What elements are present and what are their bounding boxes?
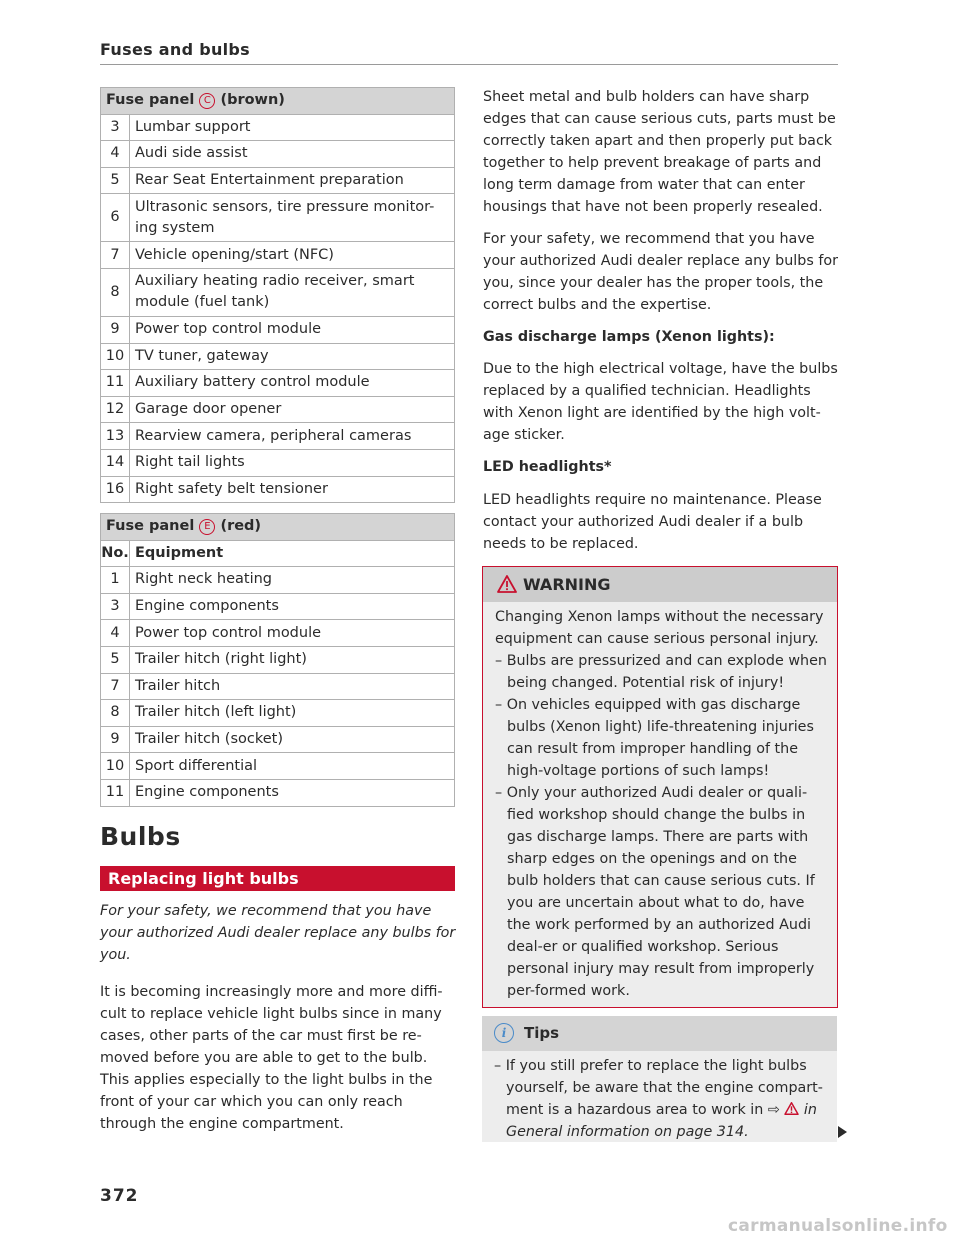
table-row: 13 Rearview camera, peripheral cameras — [101, 423, 455, 450]
list-item: – If you still prefer to replace the light bulbs yourself, be aware that the engine compart-ment is a hazardous area to work in ⇨ in General information on page 314. — [494, 1058, 823, 1140]
circle-letter-e-icon: E — [199, 519, 215, 535]
warning-triangle-icon — [784, 1102, 799, 1115]
bulbs-heading: Bulbs — [100, 822, 181, 851]
tips-title: Tips — [524, 1024, 560, 1042]
table-row: 7 Vehicle opening/start (NFC) — [101, 242, 455, 269]
led-headlights-paragraph: LED headlights require no maintenance. Please contact your authorized Audi dealer if a bulb needs to be replaced. — [483, 492, 822, 552]
replacing-bulbs-banner — [100, 866, 455, 891]
bulbs-paragraph: It is becoming increasingly more and more diffi-cult to replace vehicle light bulbs since in many cases, other parts of the car must first be re-moved before you are able to get to the bulb. This applies especially to the light bulbs in the front of your car which you can only reach through the engine compartment. — [100, 984, 443, 1132]
warning-box — [482, 566, 838, 1008]
table-row: 4 Audi side assist — [101, 141, 455, 168]
list-item: – On vehicles equipped with gas discharge bulbs (Xenon light) life-threatening injuries can result from improper handling of the high-voltage portions of such lamps! — [495, 697, 814, 779]
table-row: 10 TV tuner, gateway — [101, 343, 455, 370]
column-header-equipment: Equipment — [130, 540, 455, 567]
page-number: 372 — [100, 1186, 139, 1206]
bulbs-intro: For your safety, we recommend that you have your authorized Audi dealer replace any bulbs for you. — [100, 903, 456, 963]
tips-header — [482, 1016, 837, 1051]
table-row: 9 Trailer hitch (socket) — [101, 726, 455, 753]
gas-discharge-paragraph: Due to the high electrical voltage, have the bulbs replaced by a qualified technician. Headlights with Xenon light are identified by the high volt-age sticker. — [483, 361, 838, 443]
column-header-no: No. — [101, 540, 130, 567]
table-row: 4 Power top control module — [101, 620, 455, 647]
info-icon: i — [494, 1023, 514, 1043]
fuse-panel-e-caption: Fuse panel E (red) — [101, 514, 455, 541]
fuse-panel-c-table — [100, 87, 455, 503]
table-header-row — [101, 540, 455, 567]
table-row: 16 Right safety belt tensioner — [101, 476, 455, 503]
list-item: – Only your authorized Audi dealer or quali-fied workshop should change the bulbs in gas discharge lamps. There are parts with sharp edges on the openings and on the bulb holders that can cause serious cuts. If you are uncertain about what to do, have the work performed by an authorized Audi deal-er or qualified workshop. Serious personal injury may result from improperly per-formed work. — [495, 785, 815, 999]
table-row: 3 Lumbar support — [101, 114, 455, 141]
table-row: 12 Garage door opener — [101, 396, 455, 423]
table-row: 14 Right tail lights — [101, 449, 455, 476]
table-row: 11 Engine components — [101, 779, 455, 806]
table-row: 6 Ultrasonic sensors, tire pressure monitor-ing system — [101, 194, 455, 242]
sheet-metal-paragraph: Sheet metal and bulb holders can have sharp edges that can cause serious cuts, parts must be correctly taken apart and then properly put back together to help prevent breakage of parts and long term damage from water that can enter housings that have not been properly resealed. — [483, 89, 836, 215]
fuse-panel-e-table — [100, 513, 455, 807]
circle-letter-c-icon: C — [199, 93, 215, 109]
fuse-panel-c-caption: Fuse panel C (brown) — [101, 88, 455, 115]
table-caption — [101, 514, 455, 541]
tips-body — [482, 1051, 837, 1143]
list-item: – Bulbs are pressurized and can explode when being changed. Potential risk of injury! — [495, 653, 827, 691]
warning-header — [483, 567, 837, 602]
table-row: 7 Trailer hitch — [101, 673, 455, 700]
table-row: 9 Power top control module — [101, 316, 455, 343]
warning-body — [483, 602, 837, 1002]
continue-arrow-icon — [838, 1126, 847, 1138]
warning-triangle-icon — [497, 575, 517, 593]
section-header: Fuses and bulbs — [100, 40, 251, 59]
table-row: 5 Rear Seat Entertainment preparation — [101, 167, 455, 194]
table-row: 8 Trailer hitch (left light) — [101, 700, 455, 727]
table-row: 11 Auxiliary battery control module — [101, 370, 455, 397]
replacing-bulbs-title: Replacing light bulbs — [108, 869, 299, 888]
safety-paragraph: For your safety, we recommend that you have your authorized Audi dealer replace any bulbs for you, since your dealer has the proper tools, the correct bulbs and the expertise. — [483, 231, 838, 313]
table-row: 3 Engine components — [101, 593, 455, 620]
warning-intro: Changing Xenon lamps without the necessary equipment can cause serious personal injury. — [495, 609, 824, 647]
led-headlights-heading: LED headlights* — [483, 459, 612, 475]
table-row: 8 Auxiliary heating radio receiver, smart module (fuel tank) — [101, 268, 455, 316]
watermark: carmanualsonline.info — [728, 1216, 948, 1236]
header-divider — [100, 64, 838, 65]
gas-discharge-heading: Gas discharge lamps (Xenon lights): — [483, 329, 775, 345]
table-row: 5 Trailer hitch (right light) — [101, 646, 455, 673]
table-row: 1 Right neck heating — [101, 567, 455, 594]
warning-title: WARNING — [523, 575, 611, 594]
tips-box — [482, 1016, 837, 1142]
table-row: 10 Sport differential — [101, 753, 455, 780]
table-caption — [101, 88, 455, 115]
cross-reference-link[interactable]: in General information on page 314. — [506, 1102, 817, 1140]
